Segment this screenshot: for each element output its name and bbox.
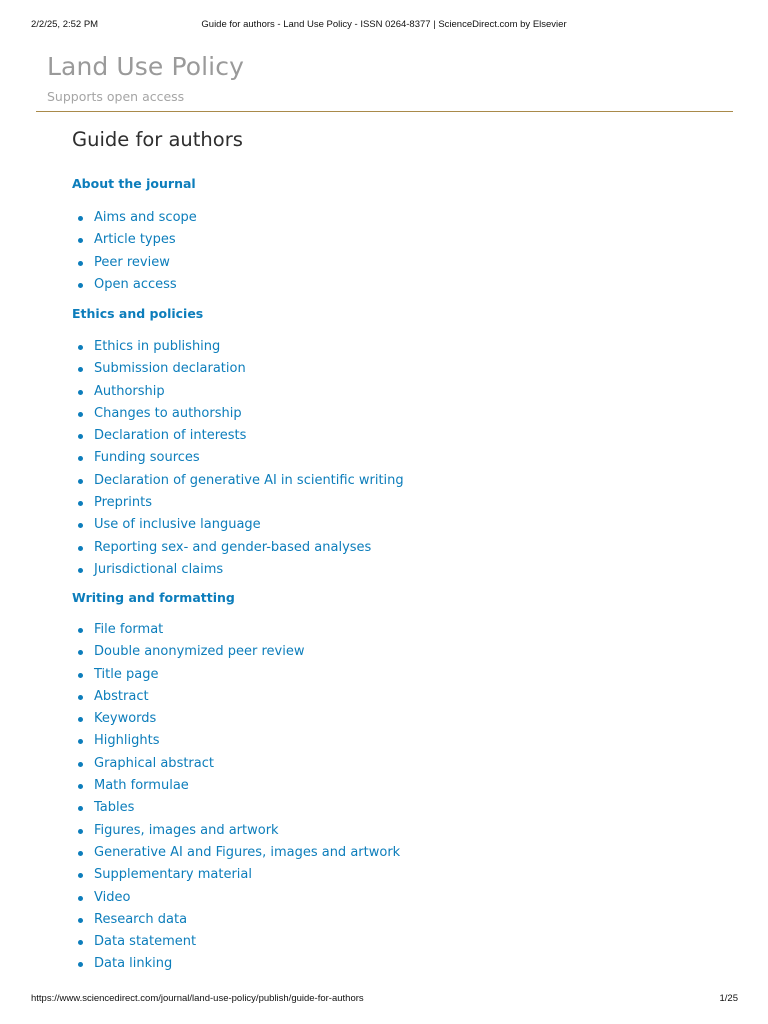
toc-item-generative-ai-and-figures[interactable] (72, 842, 400, 864)
toc-item-research-data[interactable] (72, 909, 400, 931)
bullet-icon (78, 829, 83, 834)
toc-item-supplementary-material[interactable] (72, 864, 400, 886)
toc-item-submission-declaration[interactable] (72, 358, 404, 380)
toc-item-label: Tables (94, 800, 135, 816)
bullet-icon (78, 717, 83, 722)
toc-item-label: Reporting sex- and gender-based analyses (94, 539, 372, 555)
toc-item-label: File format (94, 622, 164, 637)
section-writing-and-formatting (72, 589, 400, 976)
toc-item-data-statement[interactable] (72, 931, 400, 953)
section-ethics-and-policies (72, 305, 404, 581)
bullet-icon (78, 673, 83, 678)
toc-item-label: Use of inclusive language (94, 517, 261, 533)
toc-item-label: Open access (94, 276, 177, 292)
toc-item-label: Highlights (94, 733, 160, 749)
print-header (0, 19, 768, 33)
print-document-title: Guide for authors - Land Use Policy - ISSN 0264-8377 | ScienceDirect.com by Elsevier (201, 19, 567, 30)
bullet-icon (78, 962, 83, 967)
toc-item-aims-and-scope[interactable] (72, 207, 197, 229)
bullet-icon (78, 568, 83, 573)
bullet-icon (78, 216, 83, 221)
bullet-icon (78, 650, 83, 655)
toc-item-keywords[interactable] (72, 708, 400, 730)
bullet-icon (78, 501, 83, 506)
toc-item-open-access[interactable] (72, 274, 197, 296)
toc-item-declaration-of-interests[interactable] (72, 425, 404, 447)
bullet-icon (78, 784, 83, 789)
toc-item-label: Title page (94, 666, 159, 682)
toc-item-ethics-in-publishing[interactable] (72, 336, 404, 358)
toc-item-jurisdictional-claims[interactable] (72, 559, 404, 581)
bullet-icon (78, 806, 83, 811)
toc-item-label: Changes to authorship (94, 405, 242, 421)
toc-item-use-of-inclusive-language[interactable] (72, 514, 404, 536)
toc-item-label: Jurisdictional claims (94, 561, 224, 577)
toc-item-data-linking[interactable] (72, 953, 400, 975)
toc-item-label: Data linking (94, 956, 173, 972)
toc-item-label: Submission declaration (94, 361, 246, 377)
toc-item-label: Graphical abstract (94, 755, 214, 771)
section-heading-writing-and-formatting[interactable]: Writing and formatting (72, 590, 235, 605)
bullet-icon (78, 873, 83, 878)
toc-item-label: Generative AI and Figures, images and artwork (94, 844, 401, 860)
page-title: Guide for authors (72, 128, 243, 151)
toc-item-label: Article types (94, 232, 176, 248)
journal-title[interactable]: Land Use Policy (47, 52, 244, 81)
bullet-icon (78, 546, 83, 551)
toc-item-preprints[interactable] (72, 492, 404, 514)
toc-item-label: Declaration of interests (94, 428, 247, 444)
bullet-icon (78, 739, 83, 744)
bullet-icon (78, 695, 83, 700)
print-footer (0, 993, 768, 1007)
bullet-icon (78, 896, 83, 901)
toc-item-funding-sources[interactable] (72, 447, 404, 469)
bullet-icon (78, 851, 83, 856)
bullet-icon (78, 628, 83, 633)
bullet-icon (78, 345, 83, 350)
section-heading-ethics-and-policies[interactable]: Ethics and policies (72, 306, 204, 321)
toc-item-label: Preprints (94, 495, 152, 511)
bullet-icon (78, 523, 83, 528)
toc-item-label: Supplementary material (94, 867, 252, 883)
section-heading-about-the-journal[interactable]: About the journal (72, 176, 196, 191)
toc-item-label: Ethics in publishing (94, 339, 221, 354)
bullet-icon (78, 261, 83, 266)
bullet-icon (78, 940, 83, 945)
bullet-icon (78, 412, 83, 417)
toc-item-double-anonymized-peer-review[interactable] (72, 641, 400, 663)
bullet-icon (78, 283, 83, 288)
toc-item-label: Peer review (94, 254, 170, 270)
toc-item-label: Figures, images and artwork (94, 822, 279, 838)
bullet-icon (78, 762, 83, 767)
toc-item-abstract[interactable] (72, 686, 400, 708)
toc-item-label: Declaration of generative AI in scientific writing (94, 472, 404, 488)
toc-item-tables[interactable] (72, 797, 400, 819)
toc-item-highlights[interactable] (72, 730, 400, 752)
toc-item-label: Authorship (94, 383, 165, 399)
print-url: https://www.sciencedirect.com/journal/land-use-policy/publish/guide-for-authors (31, 993, 364, 1004)
toc-item-figures-images-and-artwork[interactable] (72, 820, 400, 842)
print-datetime: 2/2/25, 2:52 PM (31, 19, 99, 30)
toc-item-label: Funding sources (94, 450, 200, 466)
toc-item-label: Video (94, 889, 131, 905)
toc-item-label: Math formulae (94, 778, 189, 794)
toc-item-label: Aims and scope (94, 210, 197, 225)
toc-item-declaration-of-generative-ai[interactable] (72, 470, 404, 492)
bullet-icon (78, 390, 83, 395)
bullet-icon (78, 479, 83, 484)
section-about-the-journal (72, 175, 197, 296)
toc-item-video[interactable] (72, 887, 400, 909)
toc-list (72, 207, 197, 296)
toc-list (72, 619, 400, 976)
toc-item-file-format[interactable] (72, 619, 400, 641)
toc-item-label: Abstract (94, 688, 149, 704)
journal-subtitle: Supports open access (47, 89, 185, 104)
toc-item-math-formulae[interactable] (72, 775, 400, 797)
bullet-icon (78, 434, 83, 439)
page-number: 1/25 (719, 993, 738, 1004)
bullet-icon (78, 238, 83, 243)
bullet-icon (78, 456, 83, 461)
bullet-icon (78, 367, 83, 372)
toc-item-graphical-abstract[interactable] (72, 753, 400, 775)
toc-item-title-page[interactable] (72, 664, 400, 686)
toc-item-changes-to-authorship[interactable] (72, 403, 404, 425)
toc-item-reporting-sex-and-gender[interactable] (72, 537, 404, 559)
toc-item-authorship[interactable] (72, 381, 404, 403)
toc-item-label: Research data (94, 911, 188, 927)
toc-item-label: Keywords (94, 711, 157, 727)
bullet-icon (78, 918, 83, 923)
toc-list (72, 336, 404, 581)
toc-item-label: Data statement (94, 934, 197, 950)
toc-item-peer-review[interactable] (72, 252, 197, 274)
toc-item-article-types[interactable] (72, 229, 197, 251)
toc-item-label: Double anonymized peer review (94, 644, 305, 660)
header-divider (36, 111, 733, 112)
